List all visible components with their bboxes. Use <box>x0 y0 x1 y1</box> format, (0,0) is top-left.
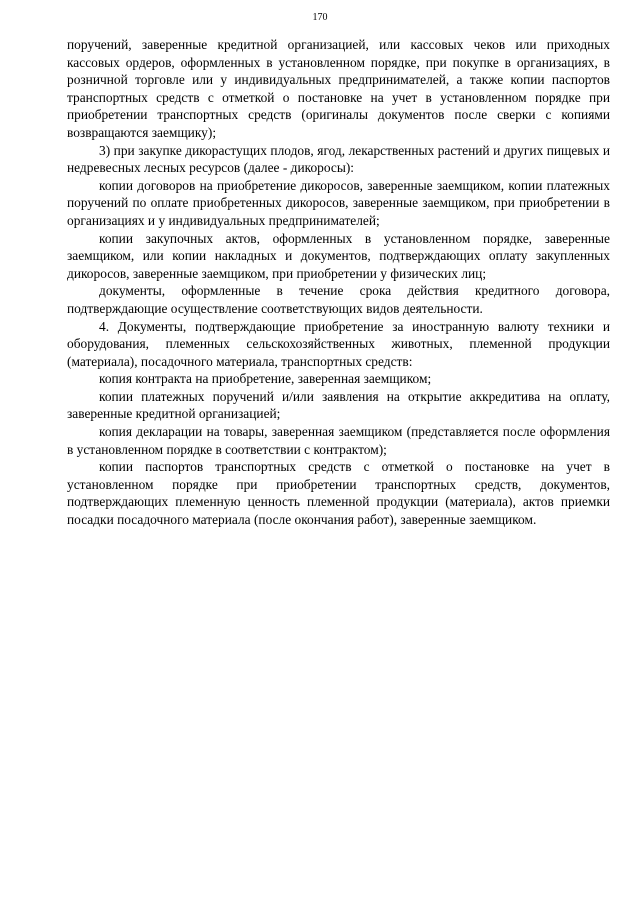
paragraph-contracts-copies: копии договоров на приобретение дикоросов, заверенные заемщиком, копии платежных поручений по оплате приобретенных дикоросов, заверенные заемщиком, при приобретении в организациях и у индивидуальных предпринимателей; <box>67 177 610 228</box>
paragraph-customs-declaration: копия декларации на товары, заверенная заемщиком (представляется после оформления в установленном порядке в соответствии с контрактом); <box>67 424 610 457</box>
paragraph-activity-documents: документы, оформленные в течение срока действия кредитного договора, подтверждающие осуществление соответствующих видов деятельности. <box>67 283 610 316</box>
paragraph-vehicle-passports: копии паспортов транспортных средств с отметкой о постановке на учет в установленном порядке при приобретении транспортных средств, документов, подтверждающих племенную ценность племенной продукции (материала), актов приемки посадки посадочного материала (после окончания работ), заверенные заемщиком. <box>67 459 610 528</box>
paragraph-contract-copy: копия контракта на приобретение, заверенная заемщиком; <box>99 371 432 387</box>
page-number: 170 <box>312 12 328 23</box>
paragraph-item-3: 3) при закупке дикорастущих плодов, ягод, лекарственных растений и других пищевых и недревесных лесных ресурсов (далее - дикоросы): <box>67 142 610 176</box>
paragraph-item-4: 4. Документы, подтверждающие приобретение за иностранную валюту техники и оборудования, племенных сельскохозяйственных животных, племенной продукции (материала), посадочного материала, транспортных средств: <box>67 318 610 369</box>
paragraph-continuation: поручений, заверенные кредитной организацией, или кассовых чеков или приходных кассовых ордеров, оформленных в установленном порядке, при покупке в организациях, в розничной торговле или у индивидуальных предпринимателей, а также копии паспортов транспортных средств с отметкой о постановке на учет в установленном порядке при приобретении транспортных средств (оригиналы документов после сверки с копиями возвращаются заемщику); <box>67 37 610 140</box>
paragraph-payment-orders: копии платежных поручений и/или заявления на открытие аккредитива на оплату, заверенные кредитной организацией; <box>67 388 610 422</box>
paragraph-purchase-acts: копии закупочных актов, оформленных в установленном порядке, заверенные заемщиком, или копии накладных и документов, подтверждающих оплату закупленных дикоросов, заверенные заемщиком, при приобретении у физических лиц; <box>67 230 610 281</box>
document-body <box>67 36 610 529</box>
